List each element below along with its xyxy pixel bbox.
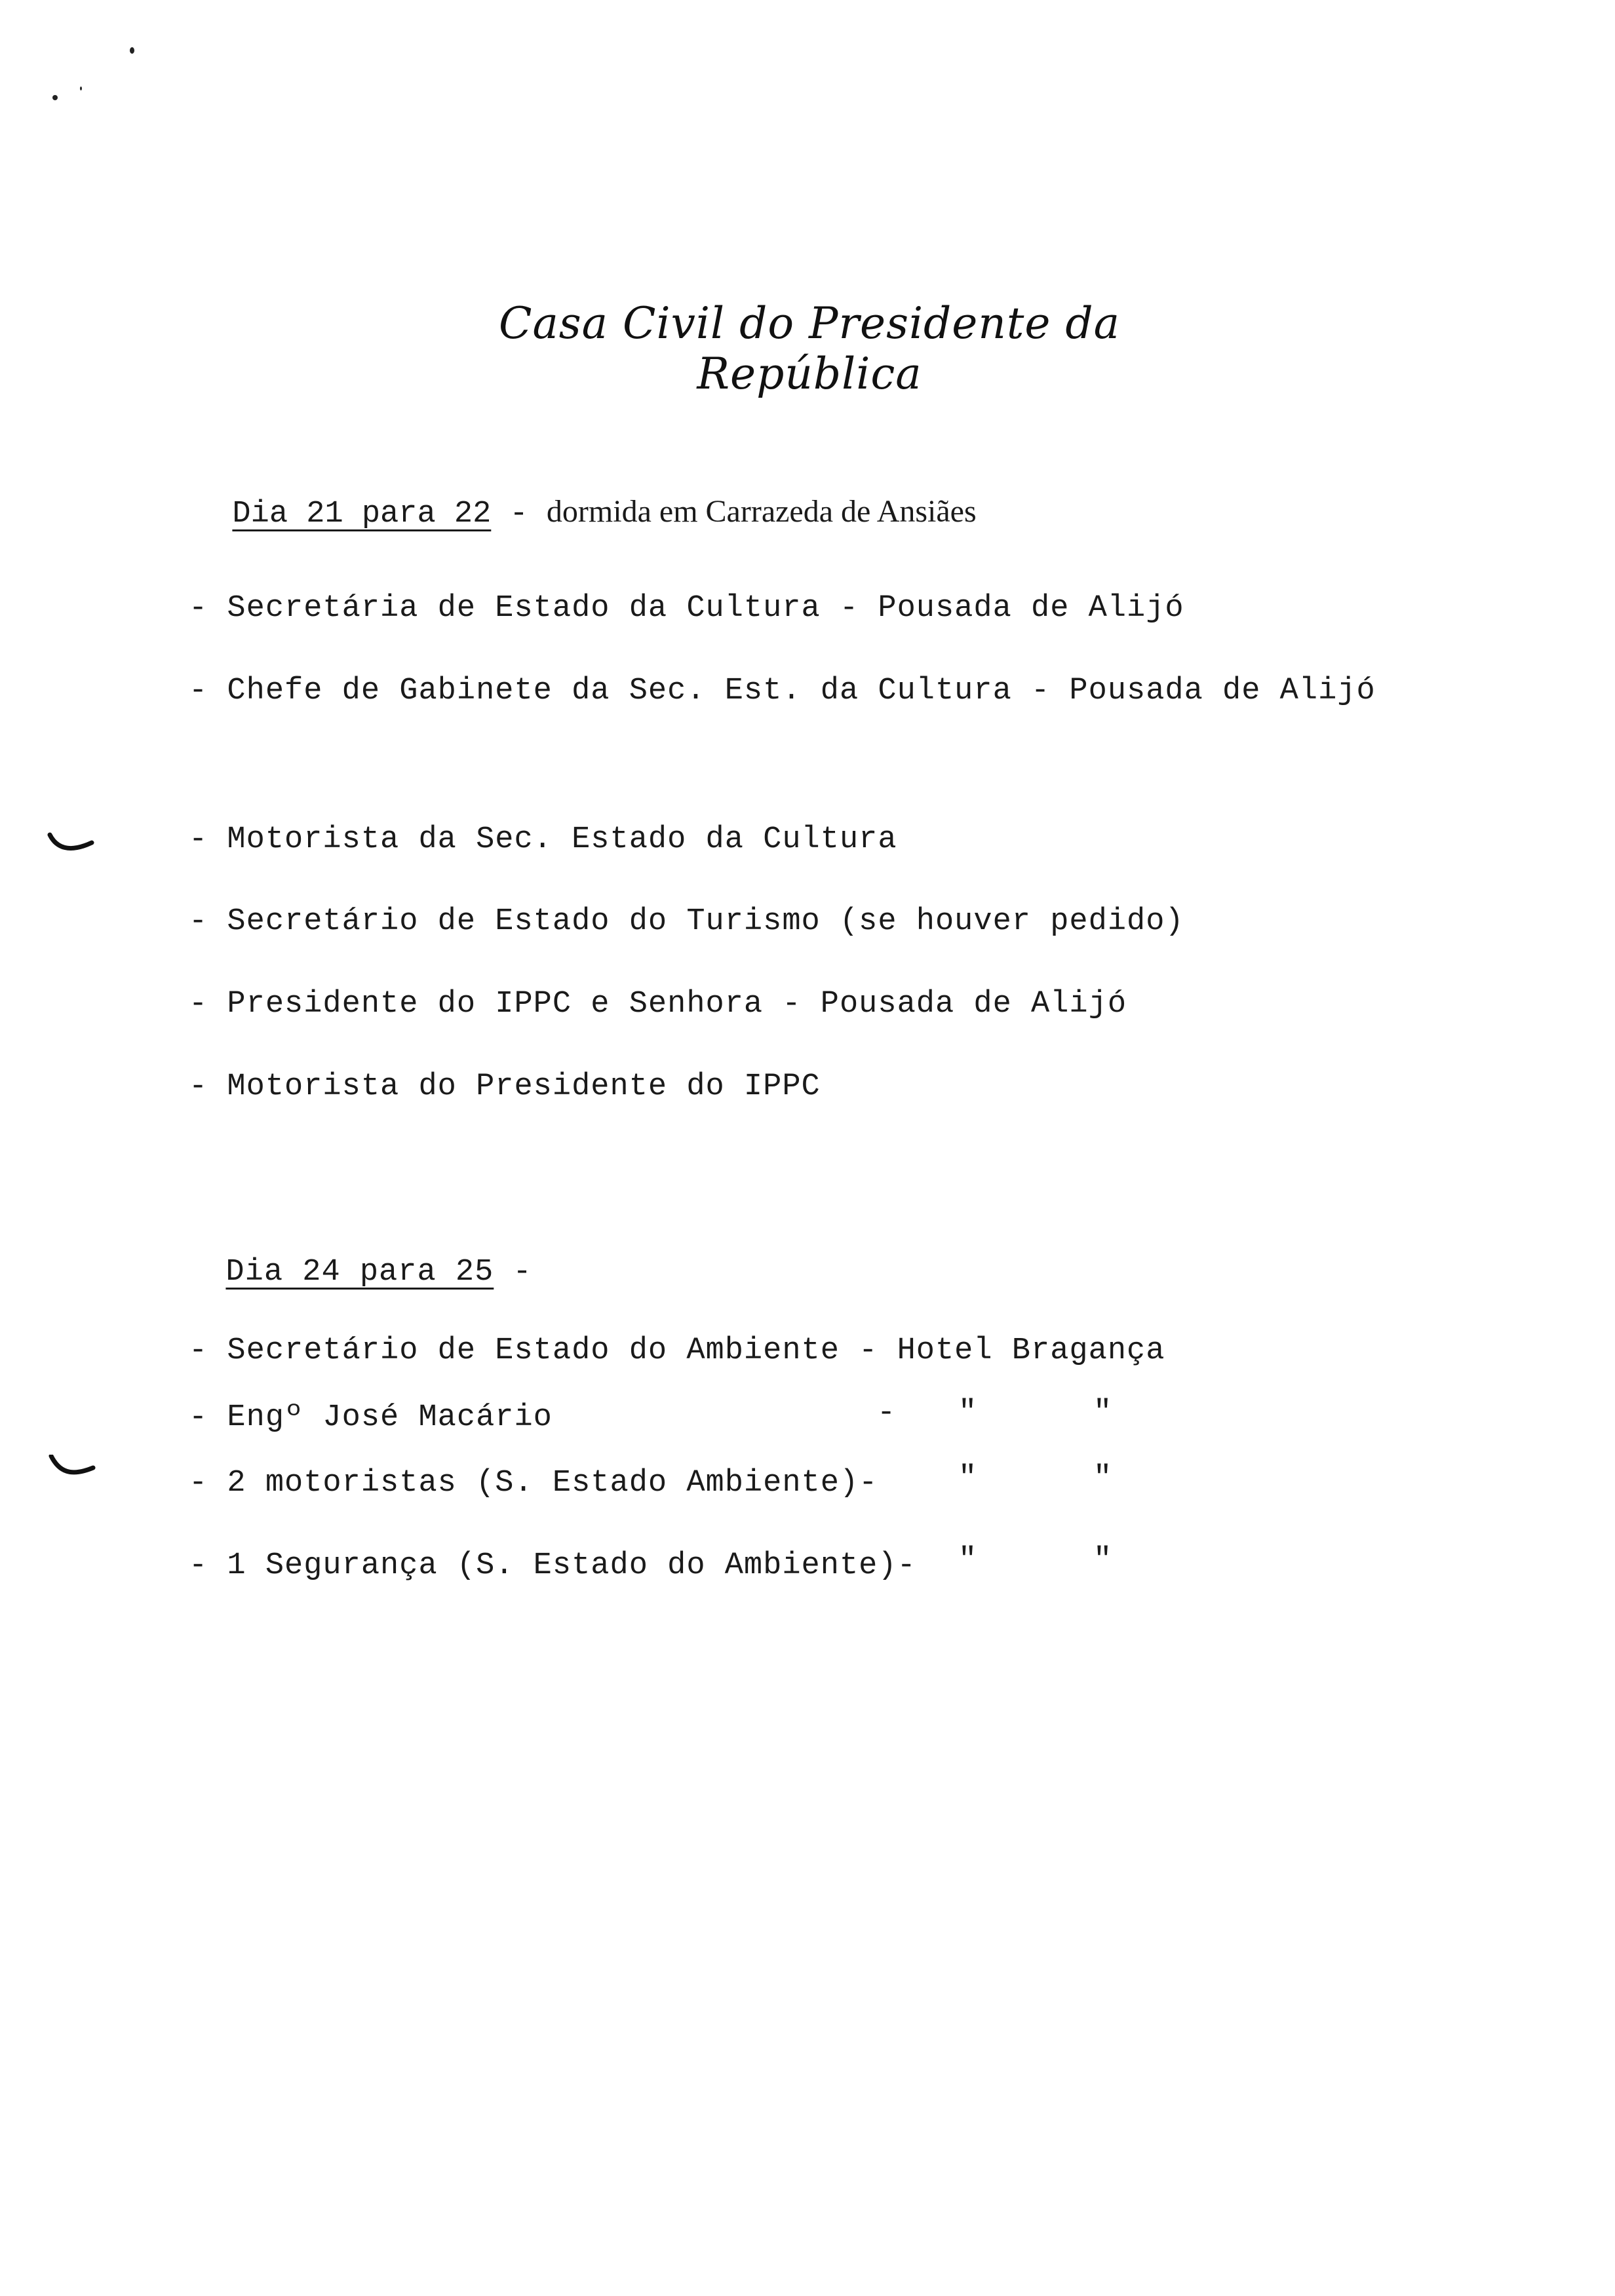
ditto-mark: " <box>958 1461 977 1496</box>
list-item: - 1 Segurança (S. Estado do Ambiente)- <box>189 1548 916 1583</box>
ditto-mark: " <box>1093 1543 1112 1578</box>
ditto-mark: " <box>958 1396 977 1430</box>
list-item: - Engº José Macário <box>189 1400 553 1435</box>
scan-speck <box>52 95 58 100</box>
check-mark-icon <box>47 831 94 857</box>
list-item: - Secretária de Estado da Cultura - Pousada de Alijó <box>189 591 1184 626</box>
section-heading-2 <box>189 1220 532 1290</box>
ditto-mark: " <box>1093 1396 1112 1430</box>
list-item: - Secretário de Estado do Turismo (se houver pedido) <box>189 904 1184 939</box>
ditto-mark: " <box>958 1543 977 1578</box>
list-item: - 2 motoristas (S. Estado Ambiente)- <box>189 1466 878 1501</box>
list-item: - Chefe de Gabinete da Sec. Est. da Cultura - Pousada de Alijó <box>189 674 1376 708</box>
ditto-mark: " <box>1093 1461 1112 1496</box>
section-date: Dia 21 para 22 <box>232 497 492 531</box>
list-item: - Presidente do IPPC e Senhora - Pousada de Alijó <box>189 987 1127 1022</box>
section-subtitle: dormida em Carrazeda de Ansiães <box>546 494 977 529</box>
check-mark-icon <box>49 1455 96 1481</box>
scan-speck <box>130 47 134 54</box>
list-item: - Motorista do Presidente do IPPC <box>189 1069 821 1104</box>
ditto-dash: - <box>877 1396 896 1430</box>
section-separator: - <box>491 497 547 531</box>
scan-speck <box>80 86 82 90</box>
section-separator: - <box>494 1255 532 1290</box>
section-heading-1 <box>195 459 977 531</box>
list-item: - Secretário de Estado do Ambiente - Hotel Bragança <box>189 1333 1165 1368</box>
letterhead: Casa Civil do Presidente da República <box>498 298 1121 399</box>
section-date: Dia 24 para 25 <box>225 1255 494 1290</box>
list-item: - Motorista da Sec. Estado da Cultura <box>189 822 897 857</box>
